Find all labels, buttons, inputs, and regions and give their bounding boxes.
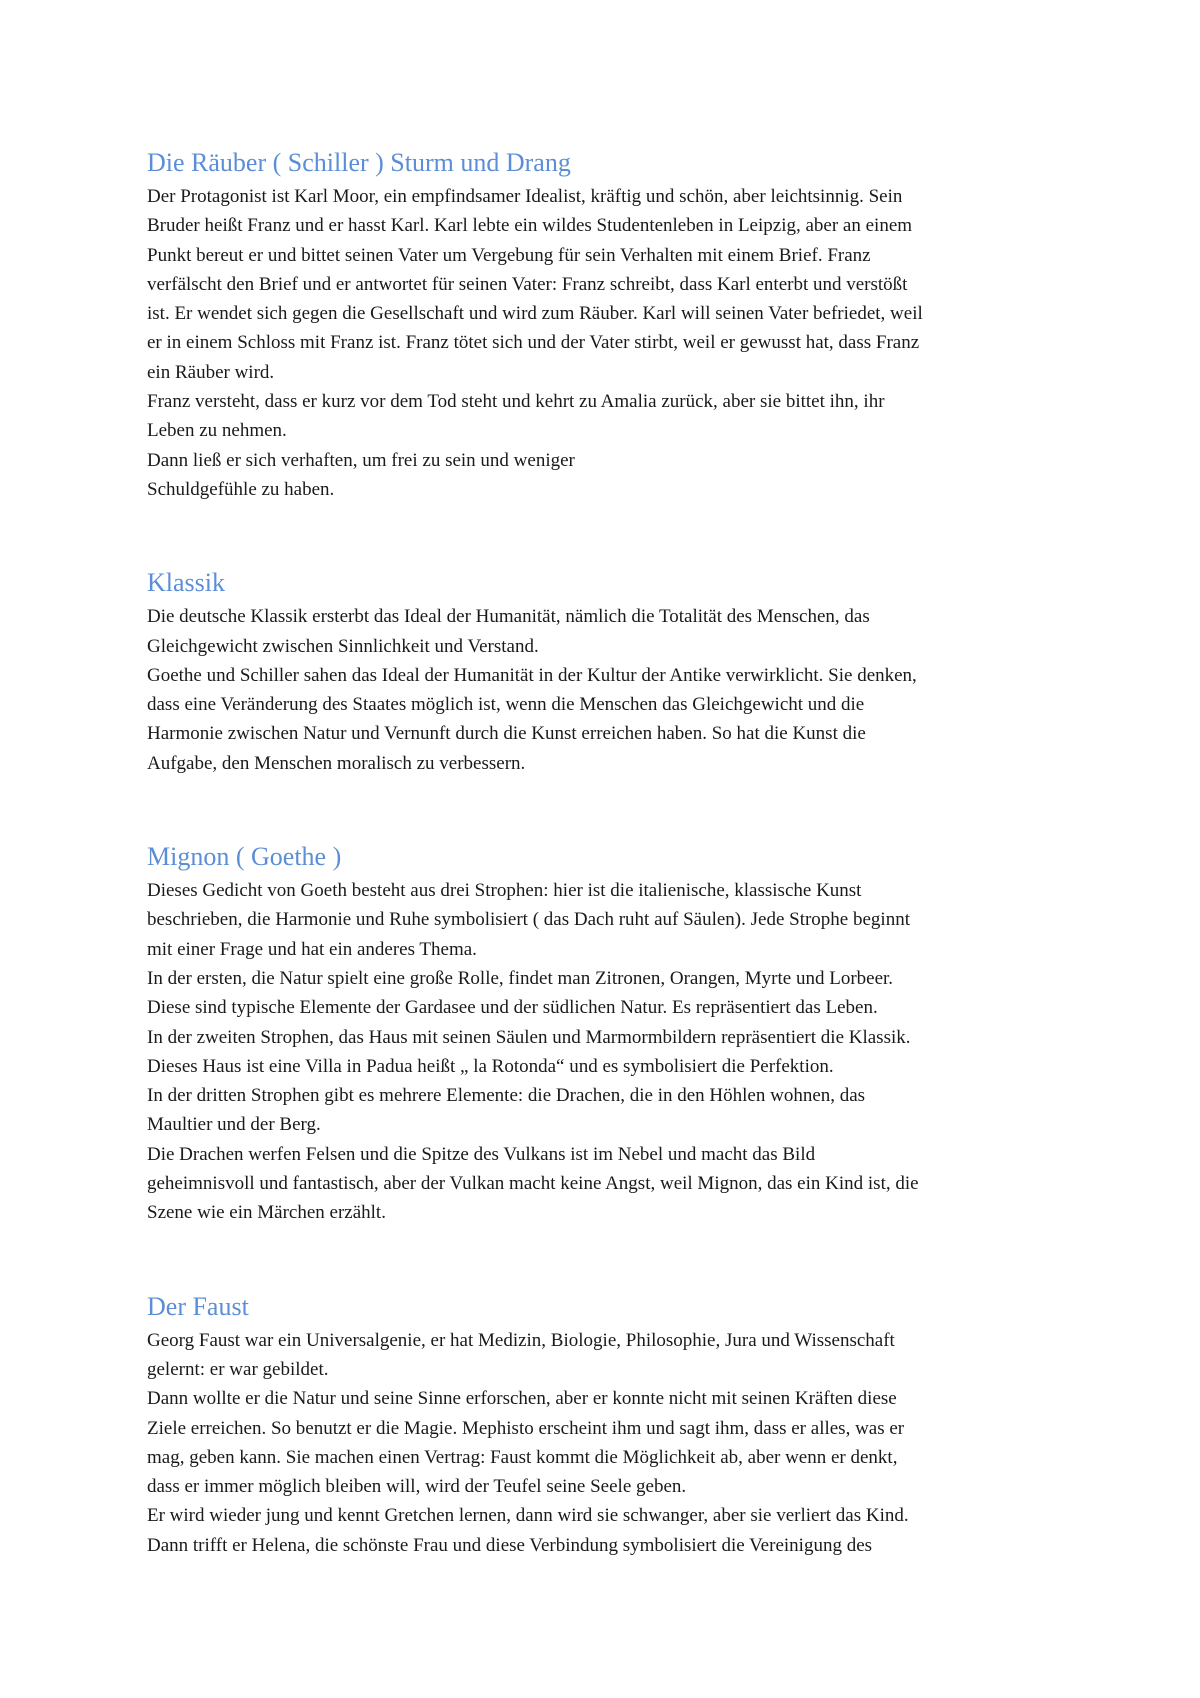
- section-heading: Mignon ( Goethe ): [147, 842, 342, 872]
- text-line: ein Räuber wird.: [147, 361, 275, 383]
- text-line: beschrieben, die Harmonie und Ruhe symbolisiert ( das Dach ruht auf Säulen). Jede Strophe beginnt: [147, 909, 910, 931]
- text-line: Franz versteht, dass er kurz vor dem Tod steht und kehrt zu Amalia zurück, aber sie bittet ihn, ihr: [147, 391, 885, 413]
- text-line: Dann wollte er die Natur und seine Sinne erforschen, aber er konnte nicht mit seinen Kräften diese: [147, 1388, 897, 1410]
- text-line: Bruder heißt Franz und er hasst Karl. Karl lebte ein wildes Studentenleben in Leipzig, aber an einem: [147, 215, 913, 237]
- text-line: Der Protagonist ist Karl Moor, ein empfindsamer Idealist, kräftig und schön, aber leichtsinnig. Sein: [147, 186, 903, 207]
- text-line: Er wird wieder jung und kennt Gretchen lernen, dann wird sie schwanger, aber sie verliert das Kind.: [147, 1505, 909, 1527]
- text-line: geheimnisvoll und fantastisch, aber der Vulkan macht keine Angst, weil Mignon, das ein Kind ist, die: [147, 1173, 919, 1195]
- text-line: er in einem Schloss mit Franz ist. Franz tötet sich und der Vater stirbt, weil er gewusst hat, dass Franz: [147, 332, 920, 354]
- section-klassik: [147, 566, 1067, 778]
- text-line: Harmonie zwischen Natur und Vernunft durch die Kunst erreichen haben. So hat die Kunst die: [147, 723, 866, 745]
- section-heading: Die Räuber ( Schiller ) Sturm und Drang: [147, 148, 571, 177]
- section-mignon: [147, 840, 1067, 1228]
- text-line: In der zweiten Strophen, das Haus mit seinen Säulen und Marmormbildern repräsentiert die Klassik.: [147, 1026, 911, 1048]
- text-line: In der dritten Strophen gibt es mehrere Elemente: die Drachen, die in den Höhlen wohnen, das: [147, 1085, 866, 1107]
- text-line: Georg Faust war ein Universalgenie, er hat Medizin, Biologie, Philosophie, Jura und Wissenschaft: [147, 1329, 895, 1351]
- text-line: Maultier und der Berg.: [147, 1114, 321, 1136]
- section-body: [147, 1326, 1067, 1560]
- section-body: [147, 602, 1067, 778]
- text-line: In der ersten, die Natur spielt eine große Rolle, findet man Zitronen, Orangen, Myrte und Lorbeer.: [147, 967, 894, 989]
- text-line: Aufgabe, den Menschen moralisch zu verbessern.: [147, 752, 526, 774]
- text-line: dass er immer möglich bleiben will, wird der Teufel seine Seele geben.: [147, 1476, 687, 1498]
- text-line: Die deutsche Klassik ersterbt das Ideal der Humanität, nämlich die Totalität des Menschen, das: [147, 606, 870, 628]
- document-page: [147, 146, 1067, 1560]
- text-line: Punkt bereut er und bittet seinen Vater um Vergebung für sein Verhalten mit einem Brief. Franz: [147, 244, 871, 266]
- text-line: gelernt: er war gebildet.: [147, 1358, 329, 1380]
- text-line: Die Drachen werfen Felsen und die Spitze des Vulkans ist im Nebel und macht das Bild: [147, 1143, 816, 1165]
- text-line: Szene wie ein Märchen erzählt.: [147, 1202, 386, 1224]
- text-line: mag, geben kann. Sie machen einen Vertrag: Faust kommt die Möglichkeit ab, aber wenn er denkt,: [147, 1446, 898, 1468]
- text-line: mit einer Frage und hat ein anderes Thema.: [147, 938, 477, 960]
- section-der-faust: [147, 1290, 1067, 1560]
- text-line: Goethe und Schiller sahen das Ideal der Humanität in der Kultur der Antike verwirklicht. Sie denken,: [147, 664, 917, 686]
- section-body: [147, 182, 1067, 504]
- text-line: dass eine Veränderung des Staates möglich ist, wenn die Menschen das Gleichgewicht und die: [147, 694, 865, 716]
- text-line: Schuldgefühle zu haben.: [147, 478, 335, 500]
- text-line: ist. Er wendet sich gegen die Gesellschaft und wird zum Räuber. Karl will seinen Vater befriedet, weil: [147, 303, 923, 325]
- text-line: verfälscht den Brief und er antwortet für seinen Vater: Franz schreibt, dass Karl enterbt und verstößt: [147, 273, 908, 295]
- section-heading: Der Faust: [147, 1291, 249, 1321]
- text-line: Dann ließ er sich verhaften, um frei zu sein und weniger: [147, 449, 575, 471]
- text-line: Dieses Haus ist eine Villa in Padua heißt „ la Rotonda“ und es symbolisiert die Perfektion.: [147, 1055, 834, 1077]
- text-line: Dieses Gedicht von Goeth besteht aus drei Strophen: hier ist die italienische, klassische Kunst: [147, 880, 862, 902]
- text-line: Leben zu nehmen.: [147, 420, 287, 442]
- section-body: [147, 876, 1067, 1228]
- text-line: Gleichgewicht zwischen Sinnlichkeit und Verstand.: [147, 635, 539, 657]
- section-heading: Klassik: [147, 568, 225, 598]
- text-line: Ziele erreichen. So benutzt er die Magie. Mephisto erscheint ihm und sagt ihm, dass er alles, was er: [147, 1417, 905, 1439]
- section-die-raeuber: [147, 146, 1067, 504]
- text-line: Diese sind typische Elemente der Gardasee und der südlichen Natur. Es repräsentiert das Leben.: [147, 997, 878, 1019]
- text-line: Dann trifft er Helena, die schönste Frau und diese Verbindung symbolisiert die Vereinigung des: [147, 1534, 873, 1556]
